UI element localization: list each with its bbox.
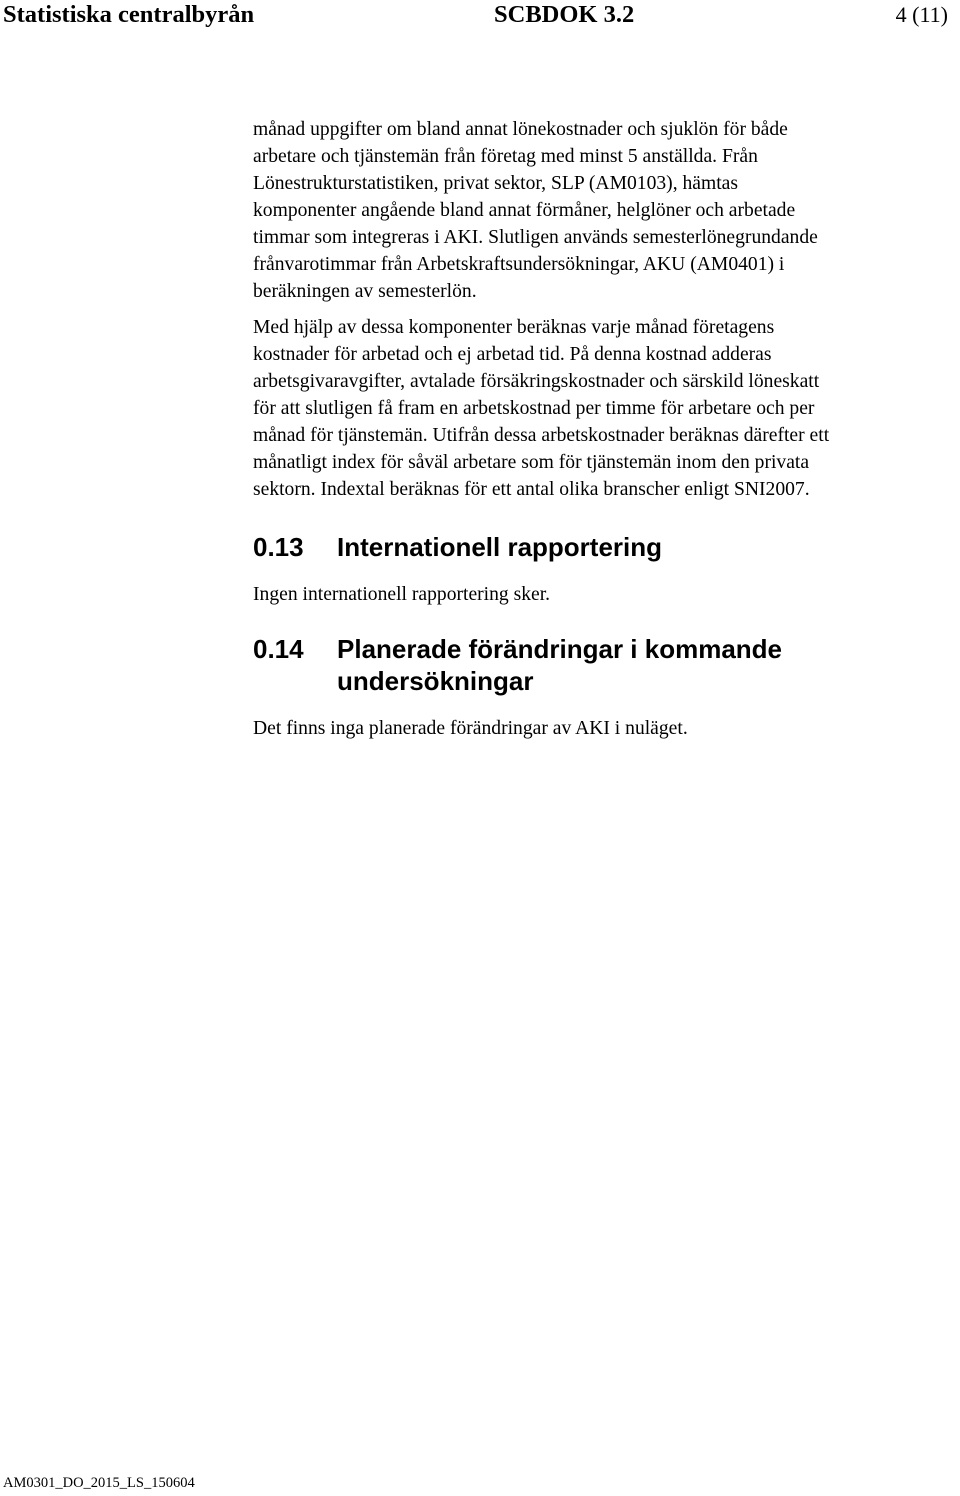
section-heading-international-reporting bbox=[253, 531, 953, 563]
text-line: månad för tjänstemän. Utifrån dessa arbetskostnader beräknas därefter ett bbox=[253, 425, 830, 446]
text-line: komponenter angående bland annat förmåner, helglöner och arbetade bbox=[253, 200, 796, 221]
text-line: Med hjälp av dessa komponenter beräknas varje månad företagens bbox=[253, 317, 775, 338]
text-line: Lönestrukturstatistiken, privat sektor, SLP (AM0103), hämtas bbox=[253, 173, 739, 194]
paragraph-international-reporting: Ingen internationell rapportering sker. bbox=[253, 584, 551, 605]
page-header bbox=[0, 0, 960, 30]
section-number: 0.14 bbox=[253, 634, 304, 664]
text-line: sektorn. Indextal beräknas för ett antal olika branscher enligt SNI2007. bbox=[253, 479, 810, 500]
text-line: månatligt index för såväl arbetare som för tjänstemän inom den privata bbox=[253, 452, 810, 473]
text-line: frånvarotimmar från Arbetskraftsundersökningar, AKU (AM0401) i bbox=[253, 254, 785, 275]
section-title: Internationell rapportering bbox=[337, 532, 663, 562]
document-body bbox=[253, 116, 953, 742]
paragraph-data-sources bbox=[253, 116, 953, 305]
paragraph-planned-changes: Det finns inga planerade förändringar av AKI i nuläget. bbox=[253, 718, 688, 739]
text-line: arbetsgivaravgifter, avtalade försäkringskostnader och särskild löneskatt bbox=[253, 371, 820, 392]
document-id: SCBDOK 3.2 bbox=[494, 1, 635, 28]
paragraph-calculation bbox=[253, 314, 953, 503]
text-line: beräkningen av semesterlön. bbox=[253, 281, 477, 302]
page-footer: AM0301_DO_2015_LS_150604 bbox=[3, 1475, 195, 1491]
section-heading-planned-changes bbox=[253, 633, 953, 697]
text-line: för att slutligen få fram en arbetskostnad per timme för arbetare och per bbox=[253, 398, 815, 419]
organization-name: Statistiska centralbyrån bbox=[3, 1, 255, 28]
text-line: månad uppgifter om bland annat lönekostnader och sjuklön för både bbox=[253, 119, 788, 140]
text-line: timmar som integreras i AKI. Slutligen används semesterlönegrundande bbox=[253, 227, 818, 248]
section-title-continued: undersökningar bbox=[337, 666, 534, 696]
section-number: 0.13 bbox=[253, 532, 304, 562]
text-line: arbetare och tjänstemän från företag med minst 5 anställda. Från bbox=[253, 146, 758, 167]
text-line: kostnader för arbetad och ej arbetad tid. På denna kostnad adderas bbox=[253, 344, 772, 365]
page-number: 4 (11) bbox=[895, 2, 948, 27]
section-title: Planerade förändringar i kommande bbox=[337, 634, 783, 664]
